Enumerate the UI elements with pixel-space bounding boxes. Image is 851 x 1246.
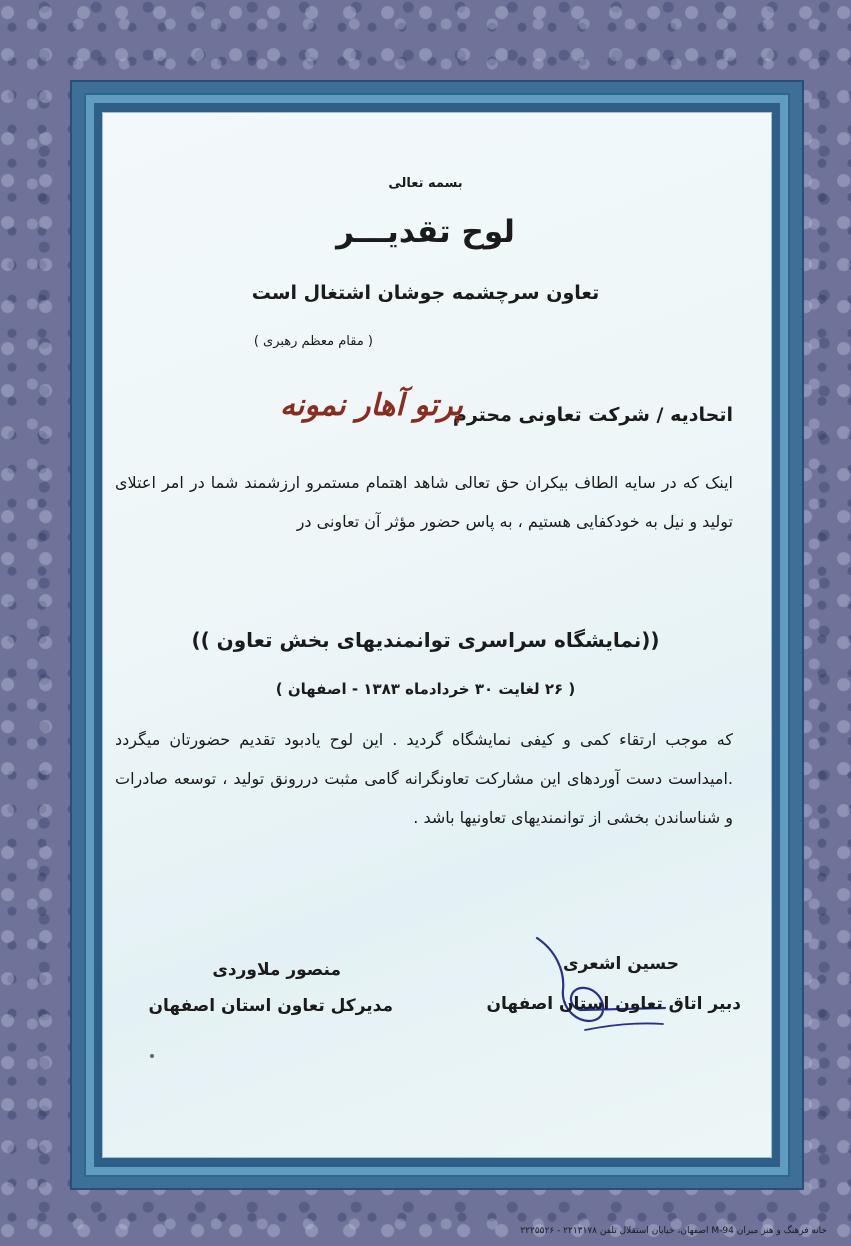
printer-footer: خانه فرهنگ و هنر میران M-94 اصفهان، خیابان استقلال تلفن ۲۲۱۳۱۷۸ - ۲۲۲۵۵۲۶ [520, 1226, 827, 1236]
signatory-2-title: مدیرکل تعاون استان اصفهان [148, 996, 393, 1016]
signatory-1-title: دبیر اتاق تعاون استان اصفهان [486, 994, 741, 1014]
handwritten-signature [525, 930, 675, 1040]
signatory-1-name: حسین اشعری [562, 954, 679, 974]
body-paragraph-2: که موجب ارتقاء کمی و کیفی نمایشگاه گردید . این لوح یادبود تقدیم حضورتان میگردد .امیداست دست آوردهای این مشارکت تعاونگرانه گامی مثبت دررونق تولید ، توسعه صادرات و شناساندن بخشی از توانمندیهای تعاونیها باشد . [115, 730, 733, 827]
quote-attribution: ( مقام معظم رهبری ) [253, 334, 373, 349]
exhibition-dates: ( ۲۶ لغایت ۳۰ خردادماه ۱۳۸۳ - اصفهان ) [275, 680, 576, 698]
signatory-2-name: منصور ملاوردی [212, 960, 341, 980]
body-paragraph-1: اینک که در سایه الطاف بیکران حق تعالی شاهد اهتمام مستمرو ارزشمند شما در امر اعتلای تولید و نیل به خودکفایی هستیم ، به پاس حضور مؤثر آن تعاونی در [115, 473, 733, 531]
recipient-name-handwritten: پرتو آهار نمونه [279, 388, 463, 423]
quote-text: تعاون سرچشمه جوشان اشتغال است [251, 282, 600, 304]
ink-speck [150, 1054, 154, 1058]
certificate-title: لوح تقدیـــر [336, 214, 515, 250]
recipient-prefix: اتحادیه / شرکت تعاونی محترم [452, 404, 733, 426]
bismillah-heading: بسمه تعالی [388, 176, 463, 191]
exhibition-name: ((نمایشگاه سراسری توانمندیهای بخش تعاون )) [191, 628, 660, 652]
